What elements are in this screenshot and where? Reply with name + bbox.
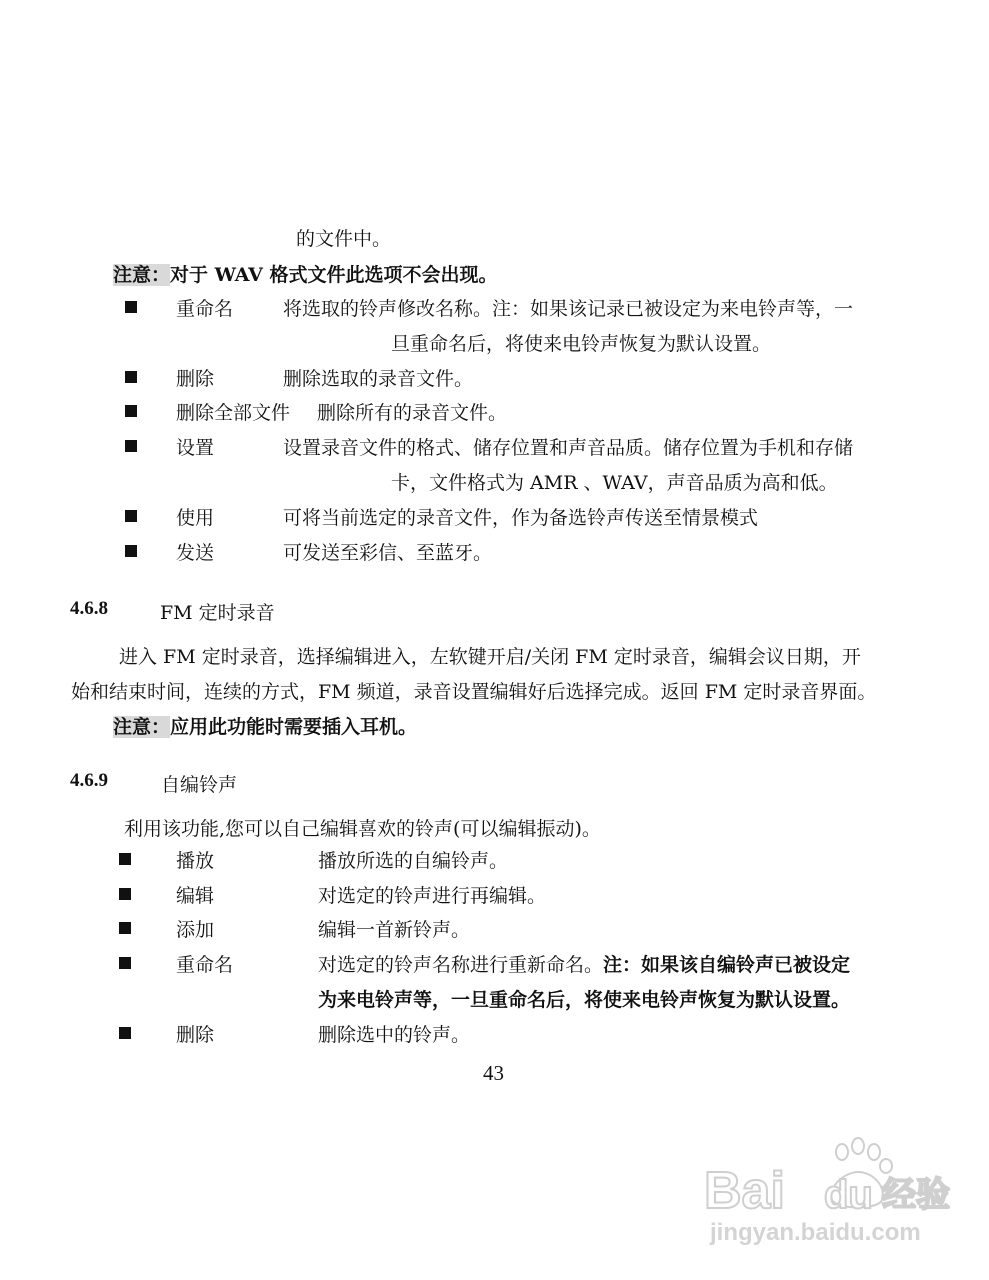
bullet-icon (125, 371, 137, 383)
bullet-icon (119, 888, 131, 900)
note-label: 注意： (113, 264, 171, 286)
bullet-icon (119, 853, 131, 865)
item-note: 注：如果该自编铃声已被设定 (603, 954, 851, 976)
watermark-brand-left: Bai (704, 1162, 785, 1220)
section-number: 4.6.9 (70, 770, 108, 791)
item-desc: 播放所选的自编铃声。 (318, 850, 509, 872)
section-intro: 利用该功能,您可以自己编辑喜欢的铃声(可以编辑振动)。 (124, 818, 601, 840)
bullet-icon (125, 405, 137, 417)
item-desc-text: 对选定的铃声名称进行重新命名。 (318, 954, 604, 976)
section-paragraph-line: 进入 FM 定时录音，选择编辑进入，左软键开启/关闭 FM 定时录音，编辑会议日期，开 (119, 646, 861, 668)
note-text: 应用此功能时需要插入耳机。 (170, 716, 418, 738)
paw-toe-icon (880, 1159, 892, 1173)
item-term: 发送 (176, 542, 215, 564)
item-desc: 编辑一首新铃声。 (318, 919, 471, 941)
paw-toe-icon (868, 1144, 880, 1160)
note-wav (113, 260, 497, 287)
baidu-jingyan-watermark (700, 1130, 960, 1250)
watermark-url: jingyan.baidu.com (710, 1219, 921, 1246)
bullet-icon (125, 545, 137, 557)
page-number: 43 (483, 1061, 504, 1085)
note-headphones (113, 712, 417, 739)
item-term: 删除 (176, 1024, 215, 1046)
item-term: 重命名 (176, 298, 234, 320)
continuation-text: 的文件中。 (296, 228, 392, 250)
item-desc: 可将当前选定的录音文件，作为备选铃声传送至情景模式 (283, 507, 759, 529)
note-text: 对于 WAV 格式文件此选项不会出现。 (170, 264, 498, 286)
bullet-icon (125, 440, 137, 452)
item-desc: 删除选中的铃声。 (318, 1024, 471, 1046)
item-term: 添加 (176, 919, 215, 941)
watermark-brand-right: du (824, 1173, 873, 1217)
item-term: 设置 (176, 437, 215, 459)
item-desc: 将选取的铃声修改名称。注：如果该记录已被设定为来电铃声等，一 (283, 298, 854, 320)
paw-toe-icon (836, 1144, 848, 1160)
section-paragraph-line: 始和结束时间，连续的方式，FM 频道，录音设置编辑好后选择完成。返回 FM 定时录音界面。 (71, 681, 877, 703)
bullet-icon (119, 957, 131, 969)
bullet-icon (119, 922, 131, 934)
section-number: 4.6.8 (70, 598, 108, 619)
item-term: 重命名 (176, 954, 234, 976)
item-note-cont: 为来电铃声等，一旦重命名后，将使来电铃声恢复为默认设置。 (318, 989, 851, 1011)
item-term: 删除全部文件 (176, 402, 291, 424)
item-term: 编辑 (176, 885, 215, 907)
item-term: 播放 (176, 850, 215, 872)
item-desc: 可发送至彩信、至蓝牙。 (283, 542, 493, 564)
item-desc: 删除选取的录音文件。 (283, 368, 474, 390)
item-desc: 对选定的铃声进行再编辑。 (318, 885, 547, 907)
item-desc: 设置录音文件的格式、储存位置和声音品质。储存位置为手机和存储 (283, 437, 854, 459)
section-title: FM 定时录音 (160, 602, 275, 624)
bullet-icon (119, 1027, 131, 1039)
paw-toe-icon (852, 1138, 864, 1154)
item-desc-cont: 旦重命名后，将使来电铃声恢复为默认设置。 (391, 333, 772, 355)
item-desc-cont: 卡，文件格式为 AMR 、WAV，声音品质为高和低。 (391, 472, 838, 494)
item-desc: 删除所有的录音文件。 (317, 402, 508, 424)
note-label: 注意： (113, 716, 171, 738)
bullet-icon (125, 301, 137, 313)
item-term: 删除 (176, 368, 215, 390)
section-title: 自编铃声 (161, 774, 238, 796)
bullet-icon (125, 510, 137, 522)
watermark-brand-cn: 经验 (882, 1176, 950, 1214)
item-term: 使用 (176, 507, 215, 529)
item-desc (318, 950, 850, 977)
